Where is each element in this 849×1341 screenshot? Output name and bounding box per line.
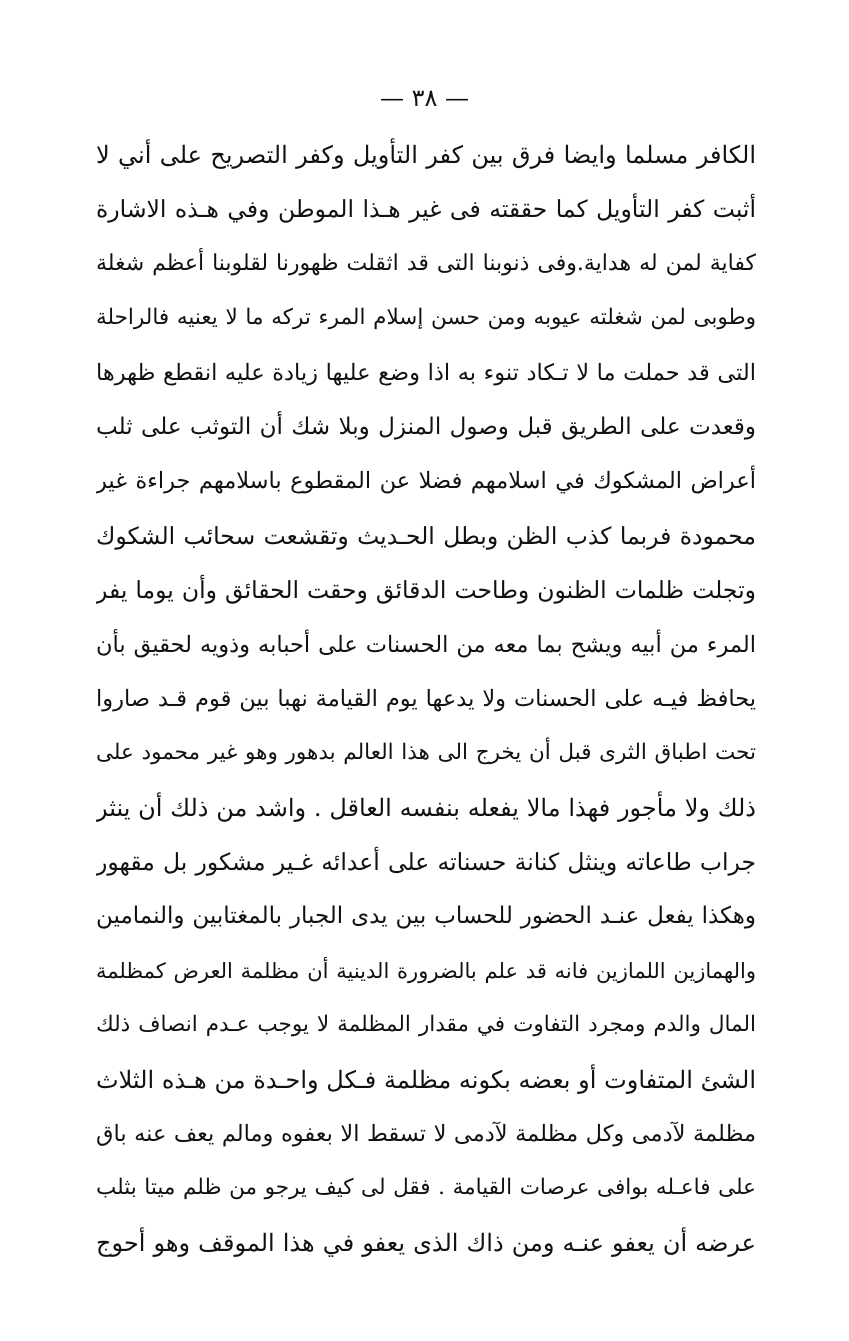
text-line: وقعدت على الطريق قبل وصول المنزل وبلا شك أن التوثب على ثلب [96,413,756,440]
text-line: وتجلت ظلمات الظنون وطاحت الدقائق وحقت الحقائق وأن يوما يفر [96,576,756,605]
text-line: التى قد حملت ما لا تـكاد تنوء به اذا وضع عليها زيادة عليه انقطع ظهرها [96,359,756,386]
text-line: المال والدم ومجرد التفاوت في مقدار المظلمة لا يوجب عـدم انصاف ذلك [96,1012,756,1038]
body-text [96,128,756,1270]
text-line: الكافر مسلما وايضا فرق بين كفر التأويل وكفر التصريح على أني لا [96,141,756,169]
text-line: عرضه أن يعفو عنـه ومن ذاك الذى يعفو في هذا الموقف وهو أحوج [96,1228,756,1257]
text-line: والهمازين اللمازين فانه قد علم بالضرورة الدينية أن مظلمة العرض كمظلمة [96,958,756,983]
text-line: على فاعـله بوافى عرصات القيامة . فقل لى كيف يرجو من ظلم ميتا بثلب [96,1175,756,1201]
text-line: محمودة فربما كذب الظن وبطل الحـديث وتقشعت سحائب الشكوك [96,521,756,550]
text-line: وهكذا يفعل عنـد الحضور للحساب بين يدى الجبار بالمغتابين والنمامين [96,903,756,930]
text-line: تحت اطباق الثرى قبل أن يخرج الى هذا العالم بدهور وهو غير محمود على [96,740,756,766]
text-line: أعراض المشكوك في اسلامهم فضلا عن المقطوع باسلامهم جراءة غير [96,468,756,495]
page-number: — ٣٨ — [379,84,470,112]
text-line: الشئ المتفاوت أو بعضه بكونه مظلمة فـكل واحـدة من هـذه الثلاث [96,1065,756,1094]
text-line: يحافظ فيـه على الحسنات ولا يدعها يوم القيامة نهبا بين قوم قـد صاروا [96,685,756,712]
text-line: جراب طاعاته وينثل كنانة حسناته على أعدائه غـير مشكور بل مقهور [96,848,756,877]
text-line: مظلمة لآدمى وكل مظلمة لآدمى لا تسقط الا بعفوه ومالم يعف عنه باق [96,1121,756,1148]
text-line: وطوبى لمن شغلته عيوبه ومن حسن إسلام المرء تركه ما لا يعنيه فالراحلة [96,305,756,331]
text-line: ذلك ولا مأجور فهذا مالا يفعله بنفسه العاقل . واشد من ذلك أن ينثر [96,793,756,822]
text-line: أثبت كفر التأويل كما حققته فى غير هـذا الموطن وفي هـذه الاشارة [96,195,756,224]
text-line: كفاية لمن له هداية.وفى ذنوبنا التى قد اثقلت ظهورنا لقلوبنا أعظم شغلة [96,250,756,276]
text-line: المرء من أبيه ويشح بما معه من الحسنات على أحبابه وذويه لحقيق بأن [96,631,756,658]
